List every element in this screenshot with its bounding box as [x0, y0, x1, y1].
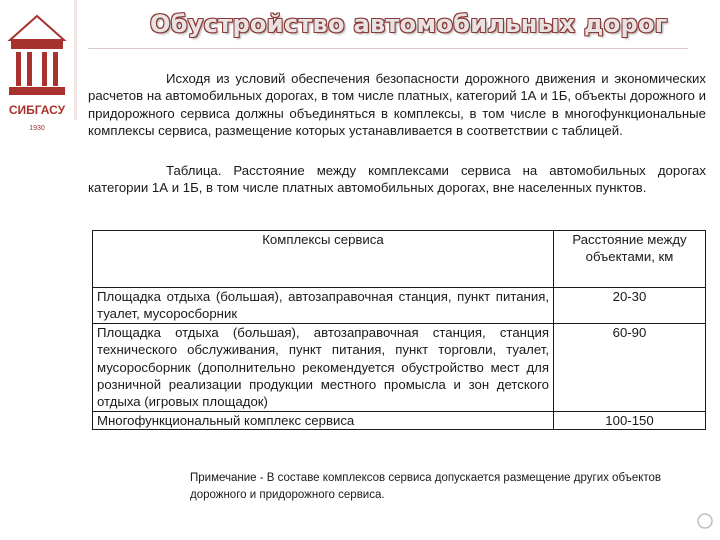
building-icon — [10, 16, 64, 94]
logo-year: 1930 — [29, 125, 45, 132]
table-caption — [88, 162, 706, 197]
table-row — [93, 288, 706, 324]
table-header-row — [93, 231, 706, 288]
cell-complex: Площадка отдыха (большая), автозаправочная станция, пункт питания, туалет, мусоросборник — [93, 288, 554, 324]
table-row — [93, 411, 706, 429]
cell-complex: Площадка отдыха (большая), автозаправочная станция, станция технического обслуживания, пункт питания, пункт торговли, туалет, мусоросборник (дополнительно рекомендуется обустройство мест для розничной реализации продукции местного промысла и зон детского отдыха (игровых площадок) — [93, 323, 554, 411]
cell-distance: 100-150 — [554, 411, 706, 429]
logo-text: СИБГАСУ — [8, 103, 66, 117]
service-complex-table — [92, 230, 706, 430]
slide-marker-icon — [696, 512, 714, 530]
table-note: Примечание - В составе комплексов сервиса допускается размещение других объектов дорожного и придорожного сервиса. — [190, 472, 662, 501]
university-logo — [6, 8, 68, 138]
intro-paragraph — [88, 70, 706, 140]
intro-text: Исходя из условий обеспечения безопасности дорожного движения и экономических расчетов на автомобильных дорогах, в том числе платных, категорий 1А и 1Б, объекты дорожного и придорожного сервиса должны объединяться в комплексы, в том числе в многофункциональные комплексы сервиса, размещение которых устанавливается в соответствии с таблицей. — [88, 71, 706, 139]
page-title: Обустройство автомобильных дорог — [150, 10, 668, 38]
cell-complex: Многофункциональный комплекс сервиса — [93, 411, 554, 429]
header-complex: Комплексы сервиса — [93, 231, 554, 288]
header-accent-bar — [74, 0, 77, 120]
table-row — [93, 323, 706, 411]
title-divider — [88, 48, 688, 49]
cell-distance: 60-90 — [554, 323, 706, 411]
header-distance: Расстояние между объектами, км — [554, 231, 706, 288]
cell-distance: 20-30 — [554, 288, 706, 324]
table-caption-text: Таблица. Расстояние между комплексами сервиса на автомобильных дорогах категории 1А и 1Б, в том числе платных автомобильных дорогах, вне населенных пунктов. — [88, 163, 706, 196]
